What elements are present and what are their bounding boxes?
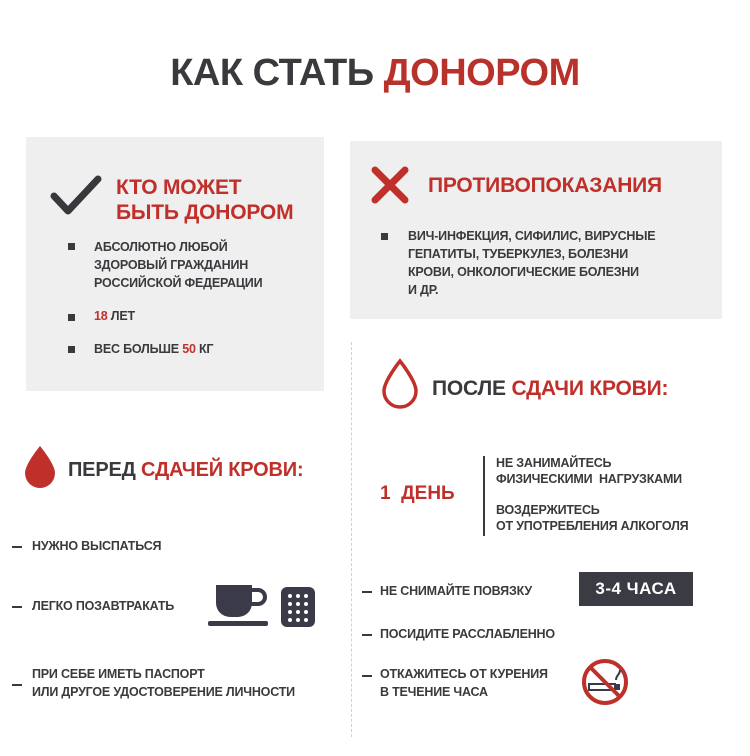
cookie-icon <box>279 585 319 629</box>
title-part2: ДОНОРОМ <box>383 52 580 94</box>
day-label: 1 ДЕНЬ <box>380 483 455 504</box>
after-heading-red: СДАЧИ КРОВИ: <box>511 377 669 400</box>
contra-line3: КРОВИ, ОНКОЛОГИЧЕСКИЕ БОЛЕЗНИ <box>408 265 639 279</box>
contra-line1: ВИЧ-ИНФЕКЦИЯ, СИФИЛИС, ВИРУСНЫЕ <box>408 229 656 243</box>
bullet <box>68 346 75 353</box>
who-item-citizen-line2: ЗДОРОВЫЙ ГРАЖДАНИН <box>94 258 249 272</box>
before-heading-dark: ПЕРЕД <box>68 459 136 481</box>
dash <box>362 591 372 593</box>
blood-drop-icon <box>22 444 58 490</box>
alcohol-line1: ВОЗДЕРЖИТЕСЬ <box>496 503 600 517</box>
dash <box>362 675 372 677</box>
contra-heading: ПРОТИВОПОКАЗАНИЯ <box>428 174 662 197</box>
weight-unit: КГ <box>199 342 214 356</box>
who-can-heading-line1: КТО МОЖЕТ <box>116 176 242 199</box>
check-icon <box>50 174 102 218</box>
dash <box>12 606 22 608</box>
before-heading-red: СДАЧЕЙ КРОВИ: <box>141 459 304 481</box>
exercise-line1: НЕ ЗАНИМАЙТЕСЬ <box>496 456 612 470</box>
dash <box>12 684 22 686</box>
weight-value: 50 <box>182 342 196 356</box>
no-smoking-icon <box>580 657 630 707</box>
before-item-sleep: НУЖНО ВЫСПАТЬСЯ <box>32 539 162 553</box>
after-item-smoking <box>380 665 548 701</box>
contra-line4: И ДР. <box>408 283 439 297</box>
passport-line2: ИЛИ ДРУГОЕ УДОСТОВЕРЕНИЕ ЛИЧНОСТИ <box>32 685 295 699</box>
before-heading <box>68 459 303 482</box>
weight-text: ВЕС БОЛЬШЕ <box>94 342 179 356</box>
who-can-heading <box>116 175 293 225</box>
after-heading-dark: ПОСЛЕ <box>432 377 506 400</box>
dash <box>362 634 372 636</box>
coffee-cup-icon <box>206 583 270 627</box>
who-can-heading-line2: БЫТЬ ДОНОРОМ <box>116 201 294 224</box>
who-item-citizen-line3: РОССИЙСКОЙ ФЕДЕРАЦИИ <box>94 276 263 290</box>
after-item-bandage: НЕ СНИМАЙТЕ ПОВЯЗКУ <box>380 584 532 598</box>
cross-icon <box>370 166 410 204</box>
bullet <box>381 233 388 240</box>
before-item-passport <box>32 665 295 701</box>
who-item-citizen-line1: АБСОЛЮТНО ЛЮБОЙ <box>94 240 228 254</box>
who-item-age <box>94 308 135 325</box>
column-divider <box>351 342 352 737</box>
after-heading <box>432 377 668 401</box>
who-item-citizen <box>94 238 262 292</box>
passport-line1: ПРИ СЕБЕ ИМЕТЬ ПАСПОРТ <box>32 667 205 681</box>
bullet <box>68 314 75 321</box>
bandage-duration-badge: 3-4 ЧАСА <box>579 572 693 606</box>
smoking-line1: ОТКАЖИТЕСЬ ОТ КУРЕНИЯ <box>380 667 548 681</box>
day-item-exercise <box>496 455 682 487</box>
before-item-breakfast: ЛЕГКО ПОЗАВТРАКАТЬ <box>32 599 175 613</box>
alcohol-line2: ОТ УПОТРЕБЛЕНИЯ АЛКОГОЛЯ <box>496 519 689 533</box>
exercise-line2: ФИЗИЧЕСКИМИ НАГРУЗКАМИ <box>496 472 682 486</box>
after-item-relax: ПОСИДИТЕ РАССЛАБЛЕННО <box>380 627 555 641</box>
who-item-weight <box>94 341 213 358</box>
dash <box>12 546 22 548</box>
age-value: 18 <box>94 309 108 323</box>
page-title <box>0 52 750 95</box>
title-part1: КАК СТАТЬ <box>170 52 374 94</box>
smoking-line2: В ТЕЧЕНИЕ ЧАСА <box>380 685 488 699</box>
age-text: ЛЕТ <box>110 309 135 323</box>
bullet <box>68 243 75 250</box>
day-bracket-line <box>483 456 485 536</box>
day-item-alcohol <box>496 502 688 534</box>
outline-drop-icon <box>380 358 420 410</box>
contra-line2: ГЕПАТИТЫ, ТУБЕРКУЛЕЗ, БОЛЕЗНИ <box>408 247 628 261</box>
contra-list <box>408 227 655 299</box>
